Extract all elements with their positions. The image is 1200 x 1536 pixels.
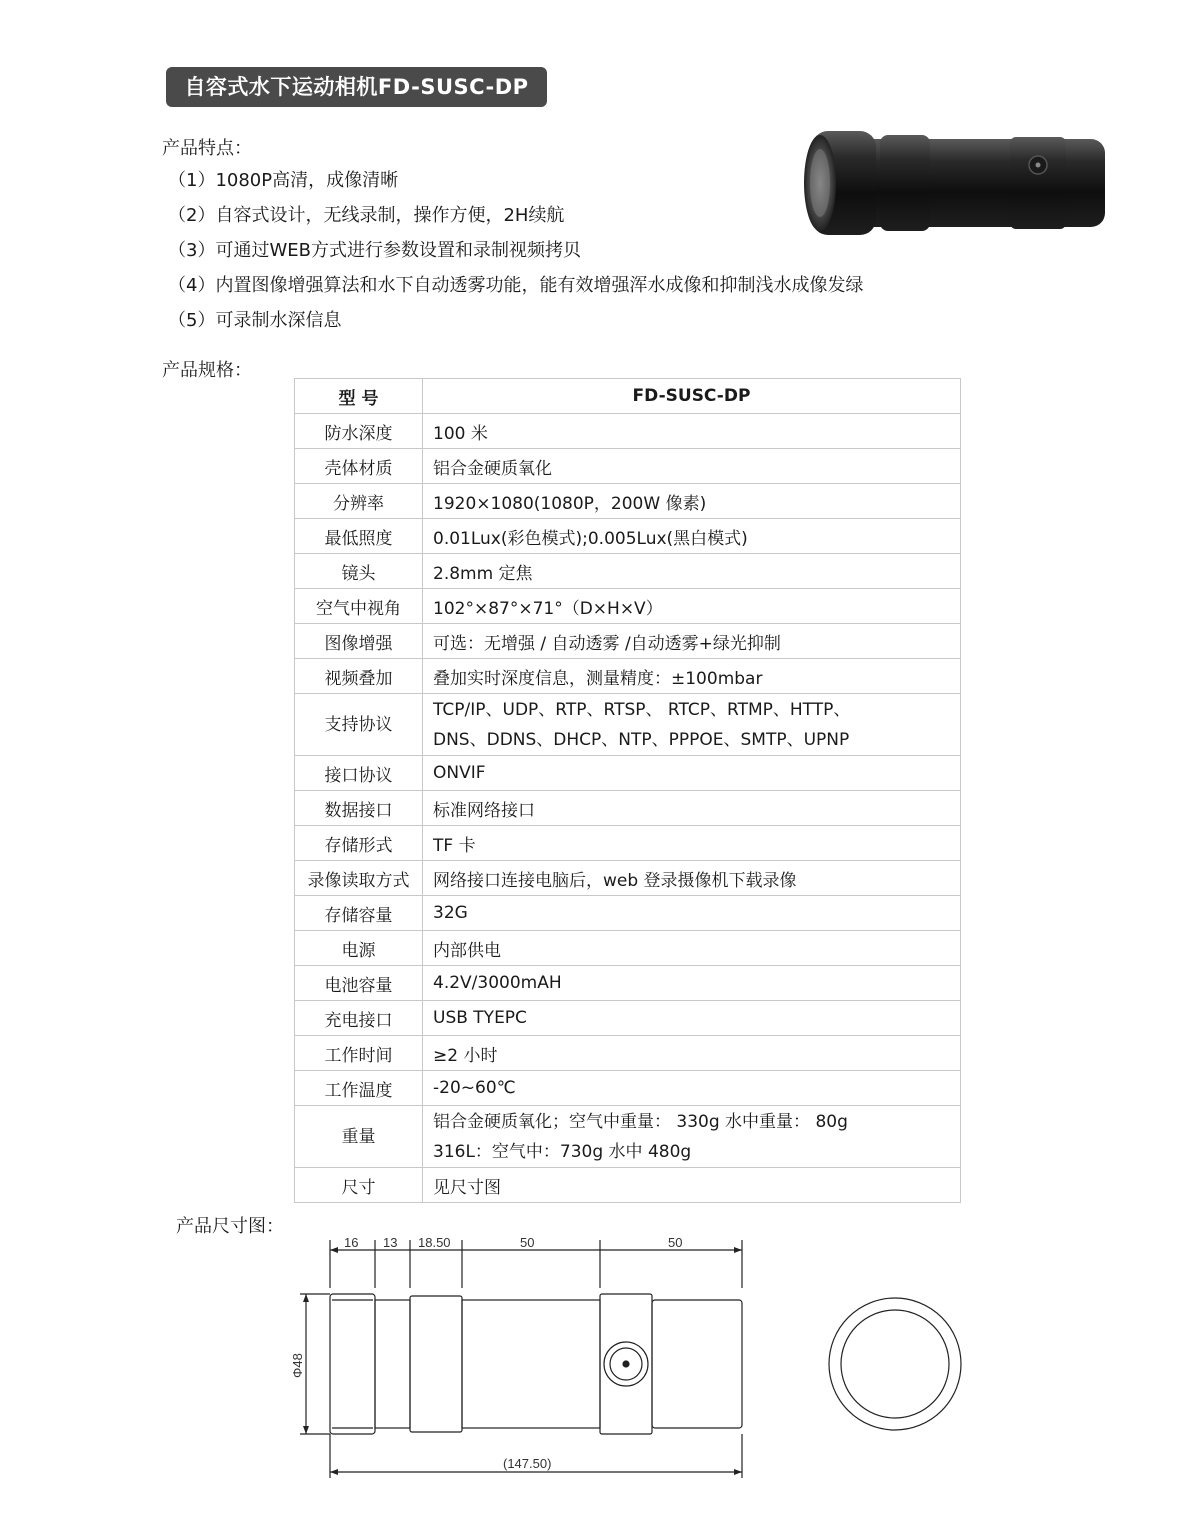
feature-item: （2）自容式设计，无线录制，操作方便，2H续航 <box>168 205 565 226</box>
page-title: 自容式水下运动相机FD-SUSC-DP <box>166 67 547 107</box>
table-row <box>295 1036 961 1071</box>
feature-item: （4）内置图像增强算法和水下自动透雾功能，能有效增强浑水成像和抑制浅水成像发绿 <box>168 275 864 296</box>
spec-label: 图像增强 <box>295 624 423 659</box>
spec-label: 接口协议 <box>295 756 423 791</box>
spec-label: 存储容量 <box>295 896 423 931</box>
dim-label-total: (147.50) <box>503 1456 552 1471</box>
table-row <box>295 1106 961 1168</box>
table-row <box>295 1071 961 1106</box>
spec-value: USB TYEPC <box>423 1001 961 1036</box>
spec-value-line: 铝合金硬质氧化；空气中重量： 330g 水中重量： 80g <box>433 1111 848 1132</box>
spec-label: 工作温度 <box>295 1071 423 1106</box>
spec-label: 存储形式 <box>295 826 423 861</box>
table-row <box>295 756 961 791</box>
spec-value: 4.2V/3000mAH <box>423 966 961 1001</box>
table-row <box>295 624 961 659</box>
table-row <box>295 519 961 554</box>
dim-label-50-a: 50 <box>520 1235 535 1250</box>
table-row <box>295 659 961 694</box>
spec-label: 最低照度 <box>295 519 423 554</box>
spec-value: TF 卡 <box>423 826 961 861</box>
table-row <box>295 861 961 896</box>
spec-label: 壳体材质 <box>295 449 423 484</box>
dim-label-16: 16 <box>344 1235 359 1250</box>
spec-table <box>294 378 961 1203</box>
spec-value: 32G <box>423 896 961 931</box>
spec-header-value: FD-SUSC-DP <box>423 379 961 414</box>
spec-table-header <box>295 379 961 414</box>
spec-value: 可选：无增强 / 自动透雾 /自动透雾+绿光抑制 <box>423 624 961 659</box>
spec-value: 102°×87°×71°（D×H×V） <box>423 589 961 624</box>
table-row <box>295 694 961 756</box>
table-row <box>295 1001 961 1036</box>
spec-label: 工作时间 <box>295 1036 423 1071</box>
end-view-inner <box>841 1310 949 1418</box>
spec-label: 镜头 <box>295 554 423 589</box>
table-row <box>295 896 961 931</box>
spec-value: 1920×1080(1080P，200W 像素) <box>423 484 961 519</box>
feature-item: （5）可录制水深信息 <box>168 310 342 331</box>
spec-label: 支持协议 <box>295 694 423 756</box>
dimension-heading: 产品尺寸图： <box>176 1216 284 1237</box>
spec-value-line: TCP/IP、UDP、RTP、RTSP、 RTCP、RTMP、HTTP、 <box>433 699 851 720</box>
spec-value-line: DNS、DDNS、DHCP、NTP、PPPOE、SMTP、UPNP <box>433 729 850 750</box>
spec-label: 充电接口 <box>295 1001 423 1036</box>
dim-label-diameter: Φ48 <box>290 1353 305 1378</box>
spec-value: 内部供电 <box>423 931 961 966</box>
feature-item: （1）1080P高清，成像清晰 <box>168 170 399 191</box>
spec-label: 数据接口 <box>295 791 423 826</box>
table-row <box>295 449 961 484</box>
spec-label: 防水深度 <box>295 414 423 449</box>
spec-value: 叠加实时深度信息，测量精度：±100mbar <box>423 659 961 694</box>
spec-value: ≥2 小时 <box>423 1036 961 1071</box>
table-row <box>295 554 961 589</box>
spec-label: 空气中视角 <box>295 589 423 624</box>
dim-label-50-b: 50 <box>668 1235 683 1250</box>
feature-item: （3）可通过WEB方式进行参数设置和录制视频拷贝 <box>168 240 581 261</box>
spec-value: 2.8mm 定焦 <box>423 554 961 589</box>
specs-heading: 产品规格： <box>162 360 252 381</box>
dim-label-13: 13 <box>383 1235 398 1250</box>
spec-label: 重量 <box>295 1106 423 1168</box>
spec-value-line: 316L：空气中：730g 水中 480g <box>433 1141 692 1162</box>
dim-label-18-50: 18.50 <box>418 1235 451 1250</box>
spec-label: 视频叠加 <box>295 659 423 694</box>
spec-value: -20~60℃ <box>423 1071 961 1106</box>
spec-value <box>423 694 961 756</box>
spec-value: 见尺寸图 <box>423 1168 961 1203</box>
feature-list <box>168 168 863 343</box>
spec-value: 标准网络接口 <box>423 791 961 826</box>
spec-header-label: 型 号 <box>295 379 423 414</box>
table-row <box>295 791 961 826</box>
features-heading: 产品特点： <box>162 138 252 159</box>
spec-value <box>423 1106 961 1168</box>
table-row <box>295 931 961 966</box>
camera-photo-image <box>800 125 1110 240</box>
spec-value: 网络接口连接电脑后，web 登录摄像机下载录像 <box>423 861 961 896</box>
spec-value: 100 米 <box>423 414 961 449</box>
table-row <box>295 966 961 1001</box>
spec-label: 电池容量 <box>295 966 423 1001</box>
spec-value: ONVIF <box>423 756 961 791</box>
dimension-drawing <box>290 1228 990 1488</box>
table-row <box>295 826 961 861</box>
table-row <box>295 484 961 519</box>
spec-value: 铝合金硬质氧化 <box>423 449 961 484</box>
table-row <box>295 589 961 624</box>
spec-label: 电源 <box>295 931 423 966</box>
spec-label: 尺寸 <box>295 1168 423 1203</box>
spec-value: 0.01Lux(彩色模式);0.005Lux(黑白模式) <box>423 519 961 554</box>
spec-label: 录像读取方式 <box>295 861 423 896</box>
end-view-outer <box>829 1298 961 1430</box>
table-row <box>295 414 961 449</box>
table-row <box>295 1168 961 1203</box>
spec-label: 分辨率 <box>295 484 423 519</box>
